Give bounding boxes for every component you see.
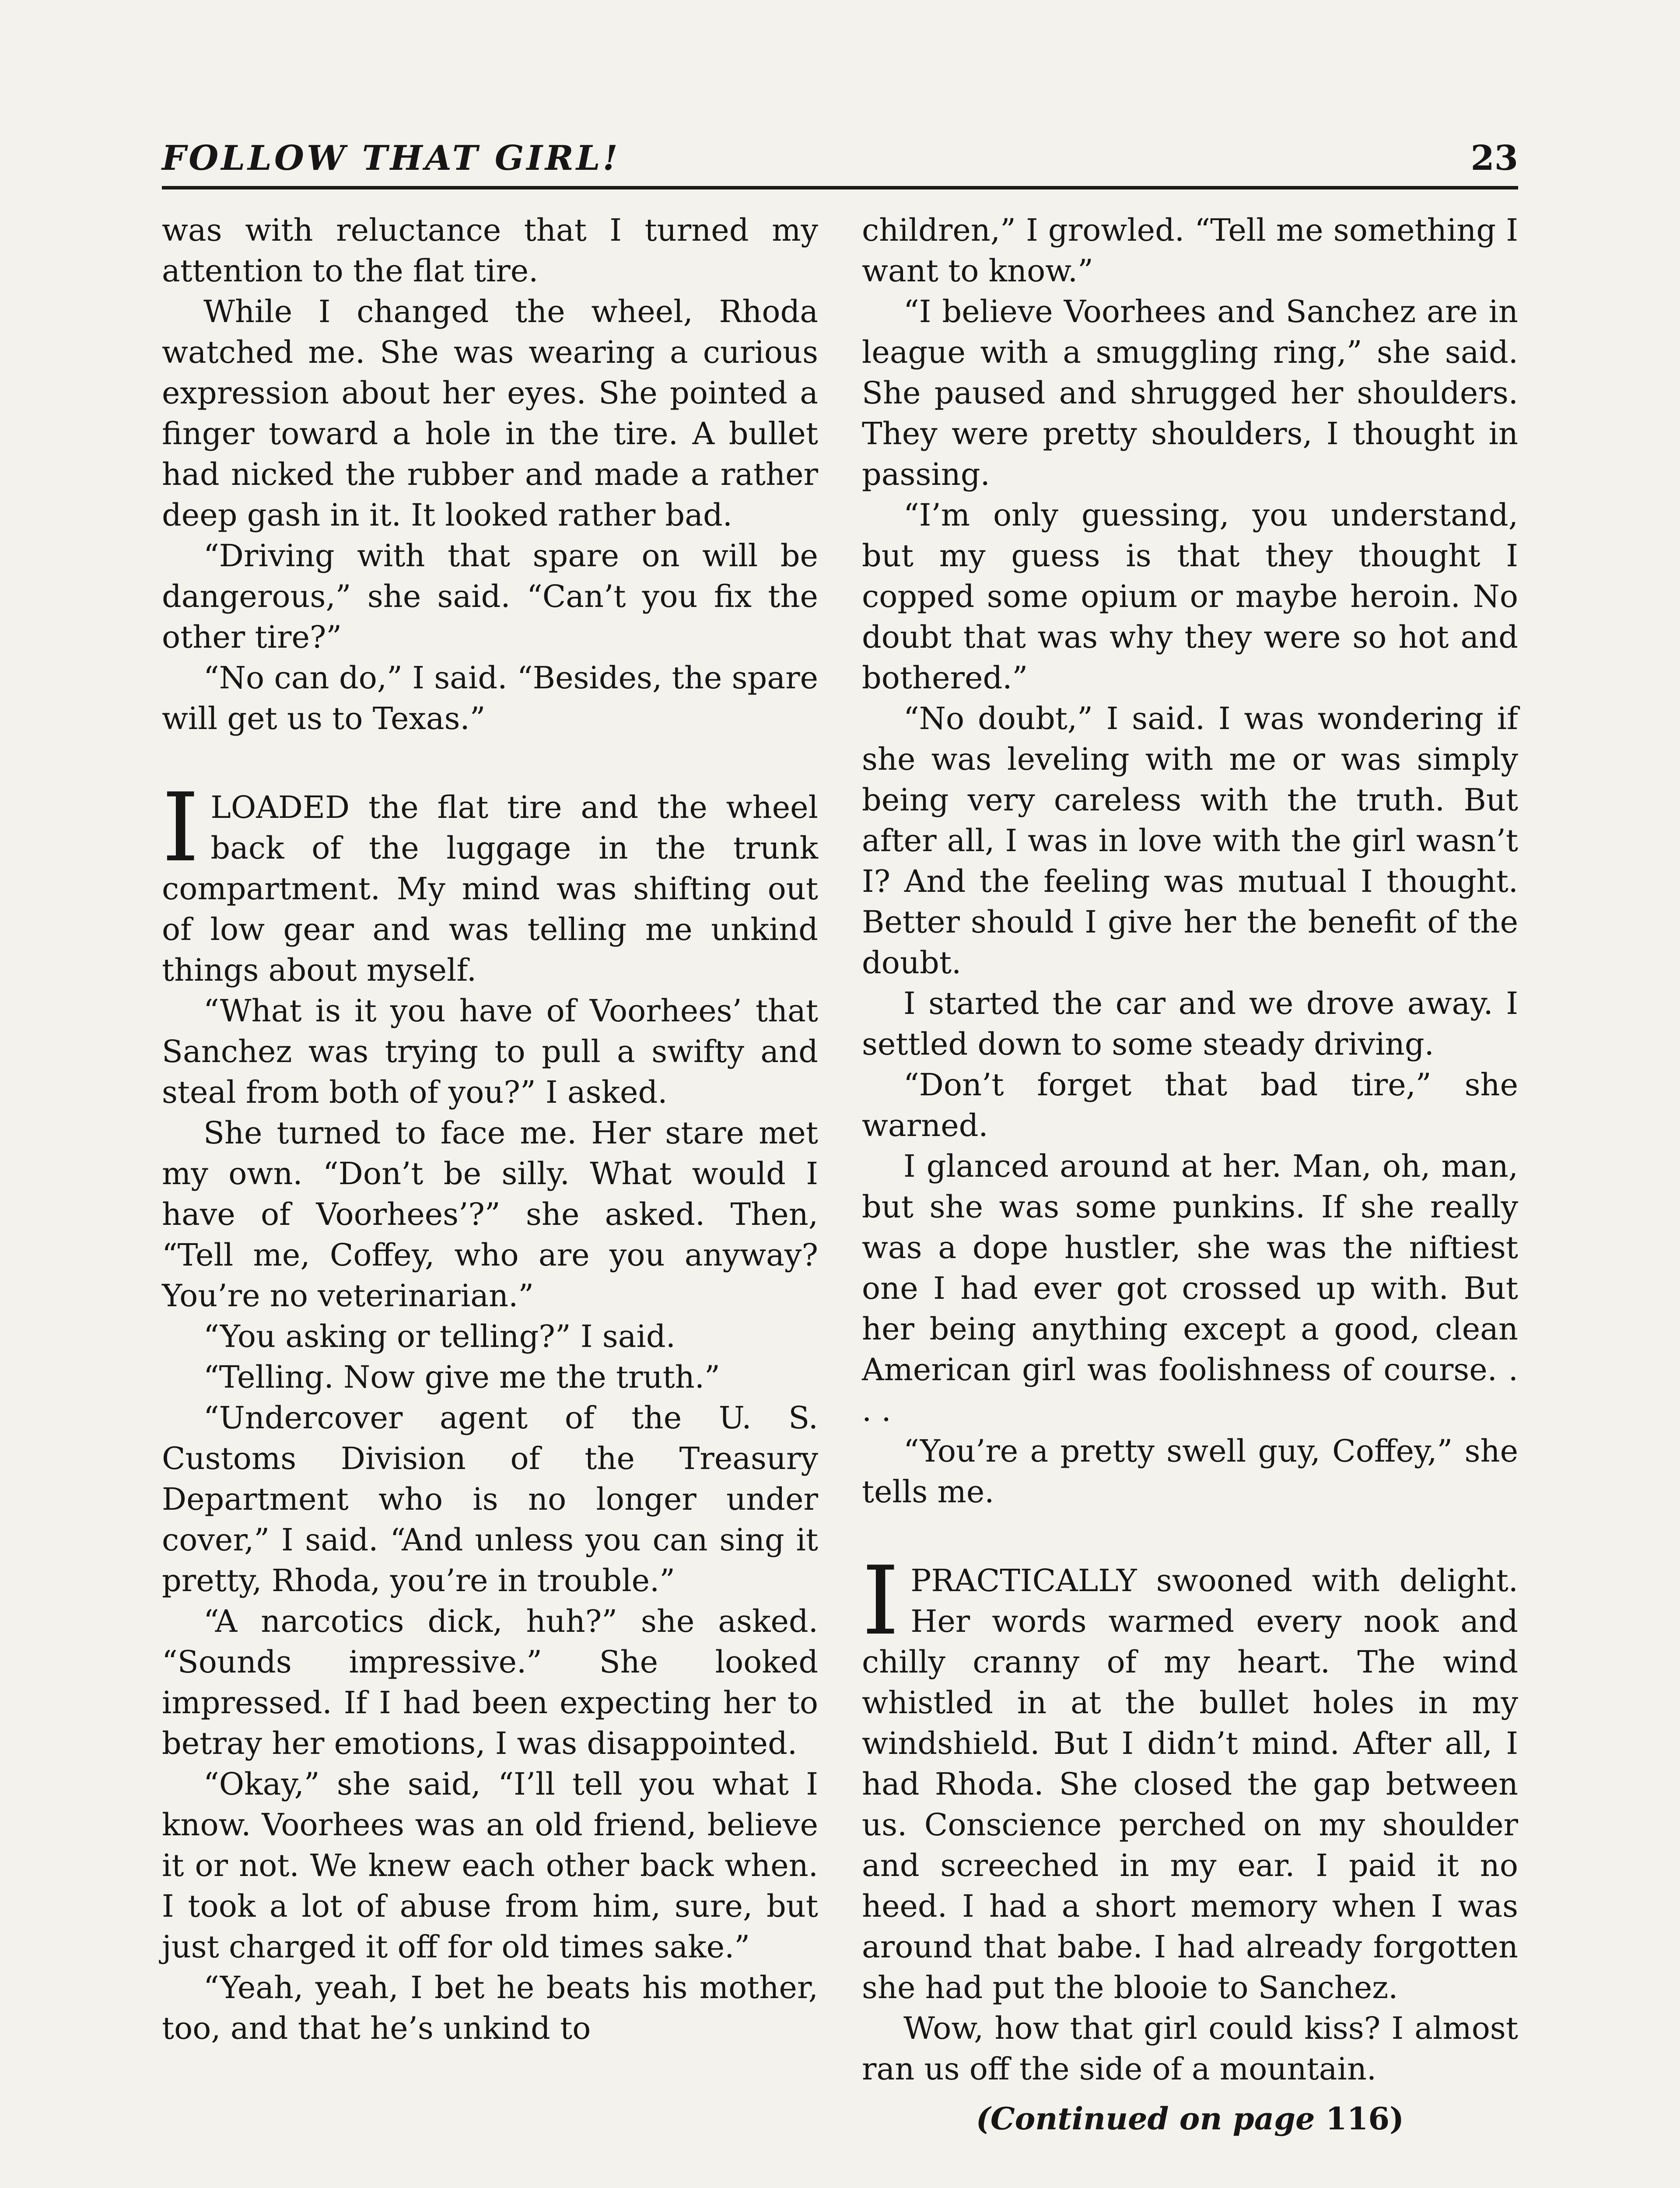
paragraph: “A narcotics dick, huh?” she asked. “Sounds impressive.” She looked impressed. If I had been expecting her to betray her emotions, I was disappointed. — [162, 1603, 818, 1761]
continued-notice — [862, 2098, 1518, 2139]
paragraph: “Telling. Now give me the truth.” — [203, 1359, 720, 1395]
section-paragraph — [162, 773, 818, 991]
paragraph: “You’re a pretty swell guy, Coffey,” she tells me. — [862, 1433, 1518, 1510]
section-break — [162, 739, 818, 787]
paragraph: I glanced around at her. Man, oh, man, but she was some punkins. If she really was a dope hustler, she was the niftiest one I had ever got crossed up with. But her being anything except a good, clean American girl was foolishness of course. . . . — [862, 1148, 1518, 1428]
continued-label: (Continued on page — [976, 2100, 1315, 2137]
section-break — [862, 1512, 1518, 1560]
text-columns — [162, 210, 1518, 2188]
paragraph: “I’m only guessing, you understand, but my guess is that they thought I copped some opium or maybe heroin. No doubt that was why they were so hot and bothered.” — [862, 497, 1518, 696]
paragraph: children,” I growled. “Tell me something I want to know.” — [862, 212, 1518, 289]
section-paragraph — [862, 1546, 1518, 2008]
paragraph: “What is it you have of Voorhees’ that Sanchez was trying to pull a swifty and steal from both of you?” I asked. — [162, 993, 818, 1110]
paragraph: “Driving with that spare on will be dangerous,” she said. “Can’t you fix the other tire?” — [162, 538, 818, 655]
left-column — [162, 210, 818, 2188]
paragraph-text: PRACTICALLY swooned with delight. Her words warmed every nook and chilly cranny of my heart. The wind whistled in at the bullet holes in my windshield. But I didn’t mind. After all, I had Rhoda. She closed the gap between us. Conscience perched on my shoulder and screeched in my ear. I paid it no heed. I had a short memory when I was around that babe. I had already forgotten she had put the blooie to Sanchez. — [862, 1563, 1518, 2006]
paragraph: Wow, how that girl could kiss? I almost ran us off the side of a mountain. — [862, 2010, 1518, 2087]
paragraph: “Yeah, yeah, I bet he beats his mother, too, and that he’s unkind to — [162, 1970, 818, 2046]
paragraph: was with reluctance that I turned my attention to the flat tire. — [162, 212, 818, 289]
paragraph: “Okay,” she said, “I’ll tell you what I know. Voorhees was an old friend, believe it or not. We knew each other back when. I took a lot of abuse from him, sure, but just charged it off for old times sake.” — [162, 1766, 818, 1965]
paragraph: “No doubt,” I said. I was wondering if she was leveling with me or was simply being very careless with the truth. But after all, I was in love with the girl wasn’t I? And the feeling was mutual I thought. Better should I give her the benefit of the doubt. — [862, 701, 1518, 981]
drop-cap: I — [862, 1546, 900, 1656]
paragraph: “Don’t forget that bad tire,” she warned. — [862, 1067, 1518, 1143]
story-title: FOLLOW THAT GIRL! — [162, 138, 620, 178]
paragraph: “You asking or telling?” I said. — [203, 1318, 676, 1354]
continued-page: 116) — [1315, 2100, 1404, 2137]
paragraph: “Undercover agent of the U. S. Customs Division of the Treasury Department who is no longer under cover,” I said. “And unless you can sing it pretty, Rhoda, you’re in trouble.” — [162, 1400, 818, 1599]
paragraph: She turned to face me. Her stare met my own. “Don’t be silly. What would I have of Voorhees’?” she asked. Then, “Tell me, Coffey, who are you anyway? You’re no veterinarian.” — [162, 1115, 818, 1314]
page-header — [162, 125, 1518, 189]
paragraph: I started the car and we drove away. I settled down to some steady driving. — [862, 985, 1518, 1062]
paragraph: While I changed the wheel, Rhoda watched me. She was wearing a curious expression about her eyes. She pointed a finger toward a hole in the tire. A bullet had nicked the rubber and made a rather deep gash in it. It looked rather bad. — [162, 294, 818, 533]
paragraph-text: LOADED the flat tire and the wheel back of the luggage in the trunk compartment. My mind was shifting out of low gear and was telling me unkind things about myself. — [162, 789, 818, 988]
paragraph: “No can do,” I said. “Besides, the spare will get us to Texas.” — [162, 660, 818, 736]
page-number: 23 — [1470, 138, 1518, 178]
right-column — [862, 210, 1518, 2188]
paragraph: “I believe Voorhees and Sanchez are in league with a smuggling ring,” she said. She paused and shrugged her shoulders. They were pretty shoulders, I thought in passing. — [862, 294, 1518, 492]
drop-cap: I — [162, 773, 200, 883]
